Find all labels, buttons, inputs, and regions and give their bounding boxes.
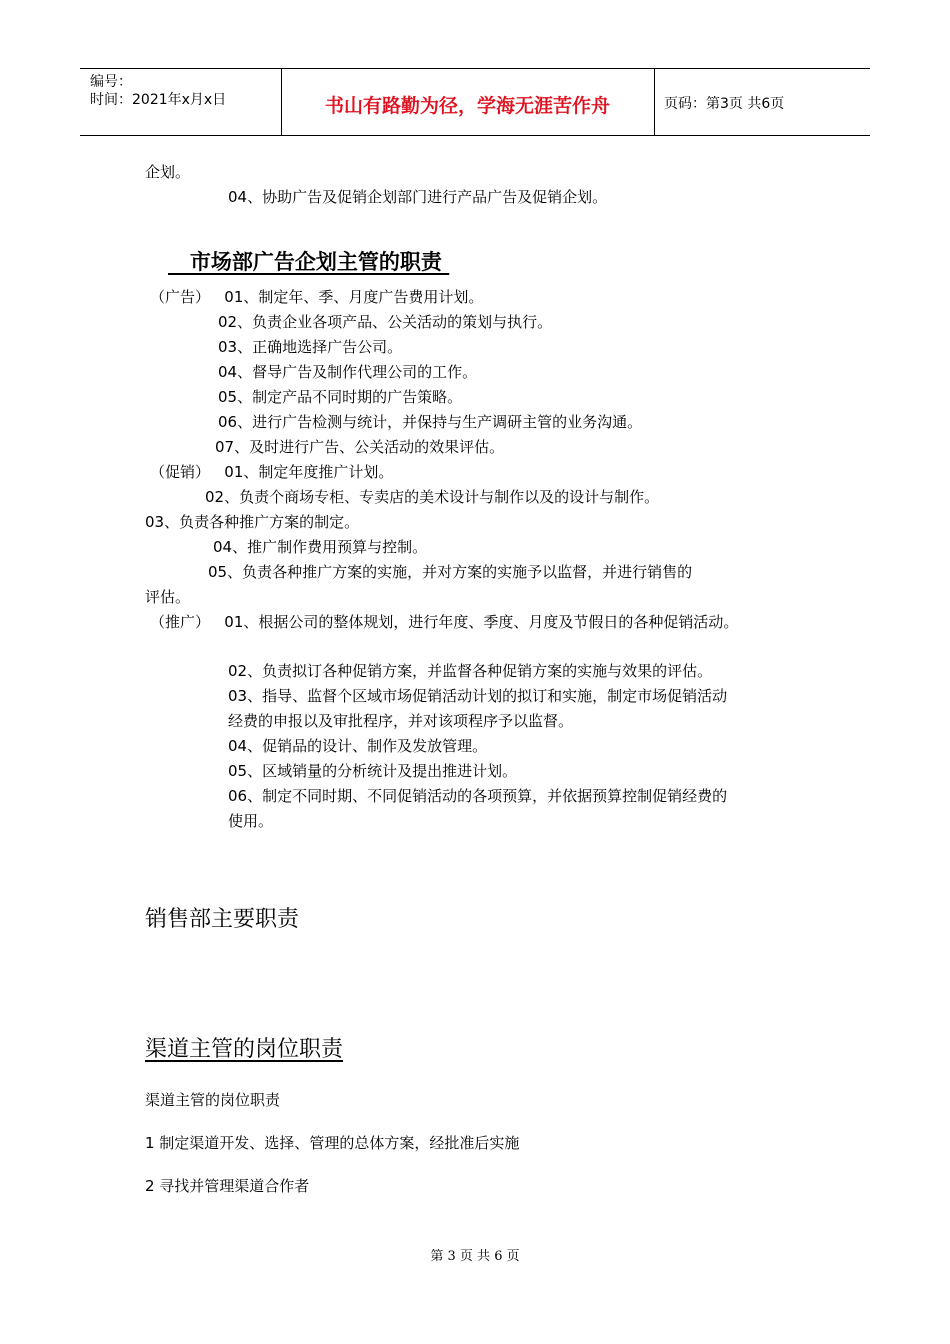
doc-time-label: 时间：2021年x月x日 [90,92,227,108]
body-line: （促销） 01、制定年度推广计划。 [150,463,394,481]
body-line: 04、督导广告及制作代理公司的工作。 [218,363,478,381]
body-line: 03、正确地选择广告公司。 [218,338,403,356]
channel-line: 渠道主管的岗位职责 [145,1091,281,1109]
body-line: 02、负责个商场专柜、专卖店的美术设计与制作以及的设计与制作。 [205,488,660,506]
body-line: 06、制定不同时期、不同促销活动的各项预算，并依据预算控制促销经费的 [228,787,728,805]
body-line: 07、及时进行广告、公关活动的效果评估。 [215,438,505,456]
body-line: 经费的申报以及审批程序，并对该项程序予以监督。 [228,712,574,730]
body-line: （推广） 01、根据公司的整体规划，进行年度、季度、月度及节假日的各种促销活动。 [150,613,739,631]
body-line: 03、指导、监督个区域市场促销活动计划的拟订和实施，制定市场促销活动 [228,687,728,705]
body-line: 03、负责各种推广方案的制定。 [145,513,360,531]
body-line: 评估。 [145,588,191,606]
body-line: 04、协助广告及促销企划部门进行产品广告及促销企划。 [228,188,608,206]
header-divider [654,68,655,136]
body-line: 05、负责各种推广方案的实施，并对方案的实施予以监督，并进行销售的 [208,563,693,581]
channel-line: 1 制定渠道开发、选择、管理的总体方案，经批准后实施 [145,1134,520,1152]
header-motto: 书山有路勤为径，学海无涯苦作舟 [324,95,610,117]
doc-number-label: 编号： [90,74,132,90]
body-line: 企划。 [145,163,191,181]
body-line: 02、负责拟订各种促销方案，并监督各种促销方案的实施与效果的评估。 [228,662,713,680]
page-footer: 第 3 页 共 6 页 [430,1249,520,1264]
body-line: 04、促销品的设计、制作及发放管理。 [228,737,488,755]
body-line: 05、制定产品不同时期的广告策略。 [218,388,463,406]
body-line: 04、推广制作费用预算与控制。 [213,538,428,556]
body-line: 05、区域销量的分析统计及提出推进计划。 [228,762,518,780]
channel-heading: 渠道主管的岗位职责 [145,1037,344,1062]
body-line: 使用。 [228,812,274,830]
body-line: （广告） 01、制定年、季、月度广告费用计划。 [150,288,484,306]
body-line: 06、进行广告检测与统计，并保持与生产调研主管的业务沟通。 [218,413,643,431]
header-bottom-rule [80,135,870,136]
header-top-rule [80,68,870,69]
channel-line: 2 寻找并管理渠道合作者 [145,1177,310,1195]
header-page-info: 页码：第3页 共6页 [664,96,785,112]
sales-heading: 销售部主要职责 [145,907,300,932]
section-heading: 市场部广告企划主管的职责 [168,250,450,274]
body-line: 02、负责企业各项产品、公关活动的策划与执行。 [218,313,553,331]
